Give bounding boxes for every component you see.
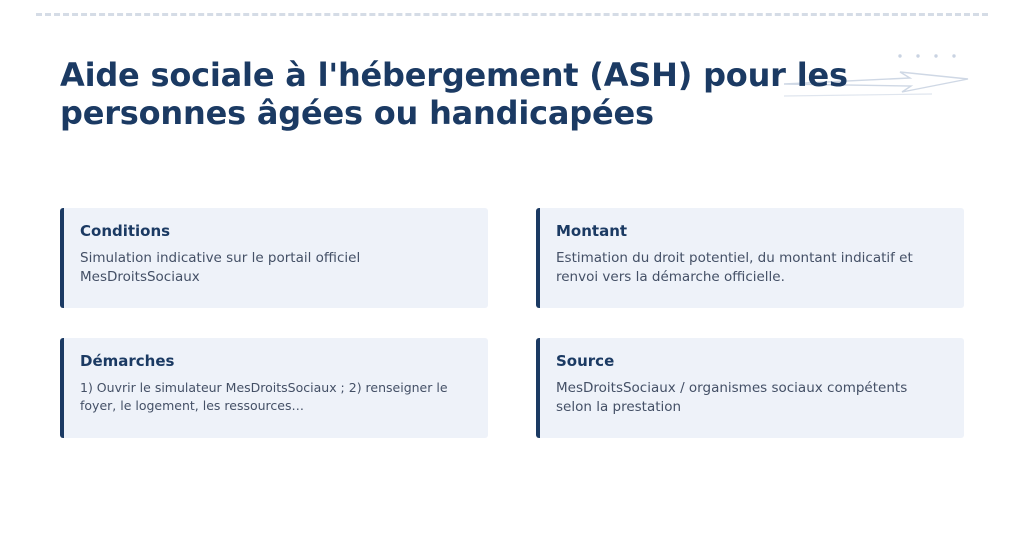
card-title: Montant — [556, 222, 628, 240]
card-title: Démarches — [80, 352, 175, 370]
card-conditions — [60, 208, 488, 308]
card-body: Simulation indicative sur le portail officiel MesDroitsSociaux — [80, 250, 361, 286]
page-title: Aide sociale à l'hébergement (ASH) pour les personnes âgées ou handicapées — [60, 56, 848, 133]
card-montant — [536, 208, 964, 308]
card-body: MesDroitsSociaux / organismes sociaux compétents selon la prestation — [556, 380, 908, 416]
card-title: Source — [556, 352, 615, 370]
card-source — [536, 338, 964, 438]
dashed-line-icon — [36, 13, 988, 16]
card-title: Conditions — [80, 222, 171, 240]
card-body: Estimation du droit potentiel, du montant indicatif et renvoi vers la démarche officielle. — [556, 250, 913, 286]
card-grid — [60, 208, 964, 438]
card-demarches — [60, 338, 488, 438]
card-body: 1) Ouvrir le simulateur MesDroitsSociaux ; 2) renseigner le foyer, le logement, les ressources… — [80, 380, 448, 413]
